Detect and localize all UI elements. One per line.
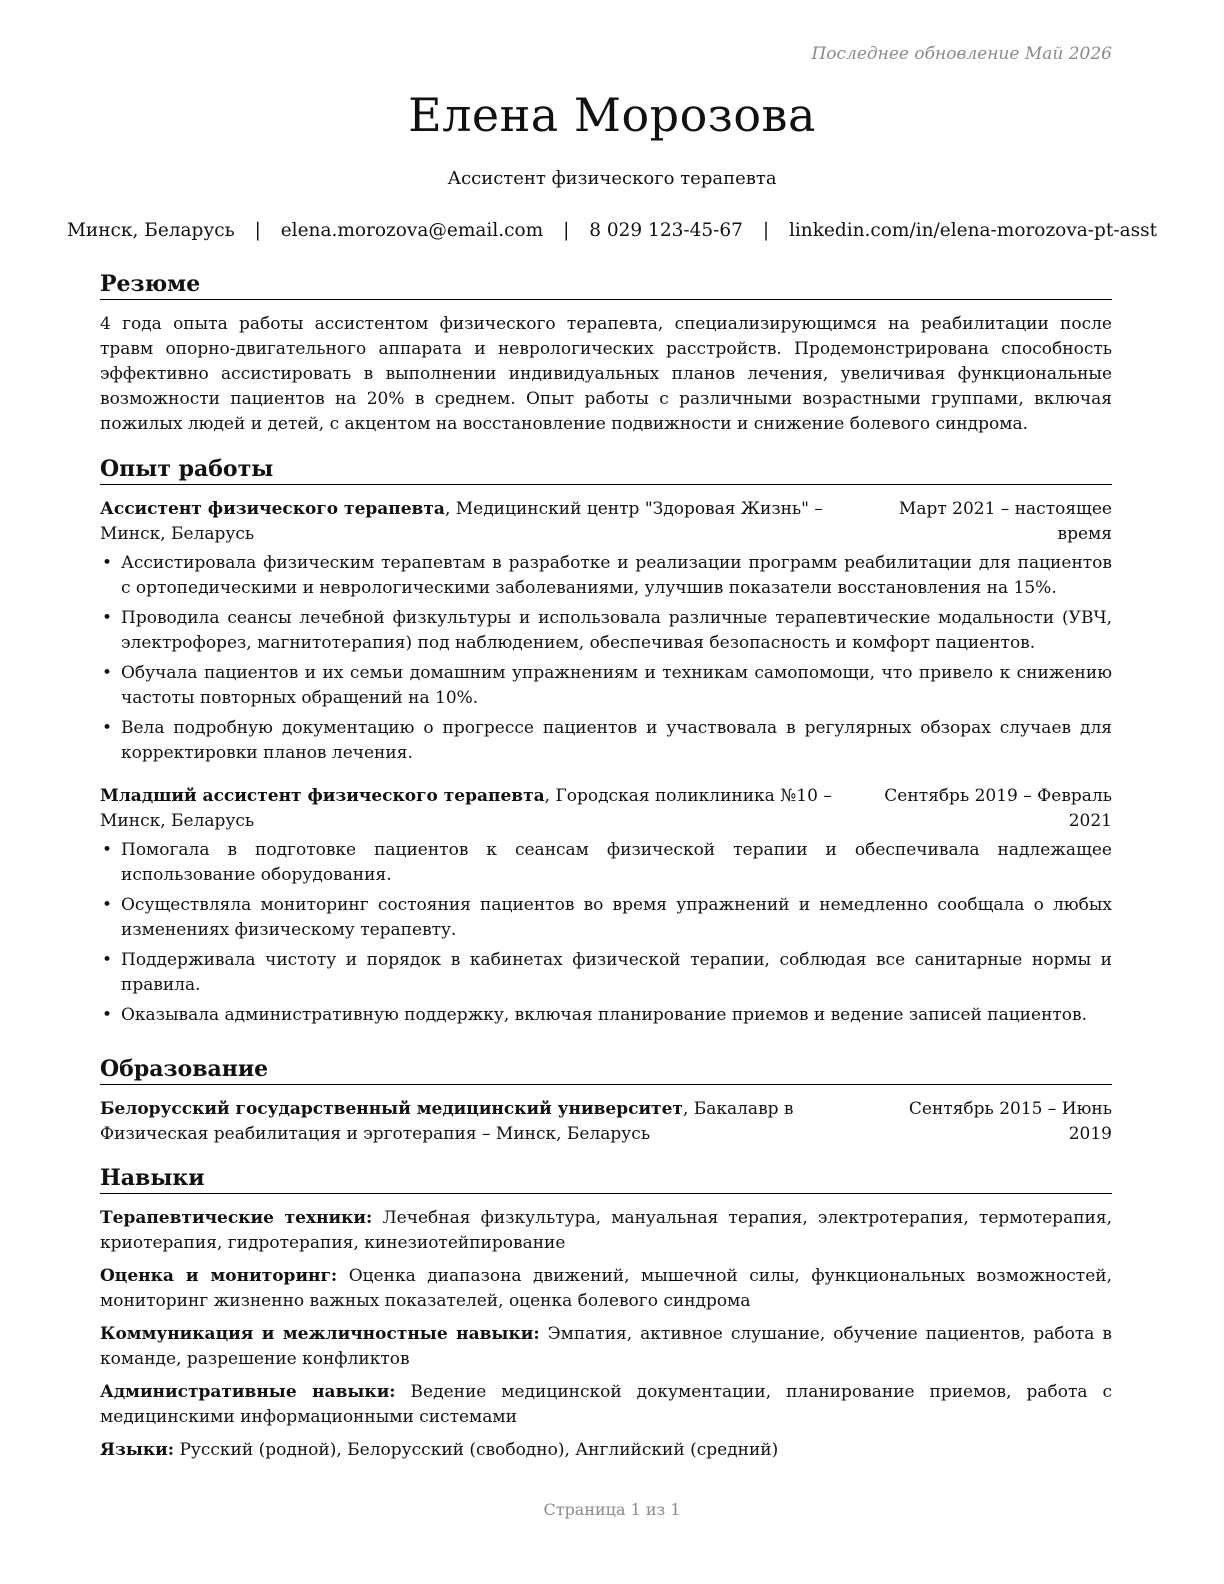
skill-text: Лечебная физкультура, мануальная терапия, электротерапия, термотерапия, криотерапия, гидротерапия, кинезиотейпирование xyxy=(100,1208,1112,1253)
section-title-skills: Навыки xyxy=(100,1164,1112,1194)
candidate-title: Ассистент физического терапевта xyxy=(447,168,777,189)
separator: | xyxy=(762,220,770,241)
education-entry xyxy=(100,1097,1112,1147)
job-entry xyxy=(100,784,1112,1028)
skill-line xyxy=(100,1206,1112,1256)
skill-label: Коммуникация и межличностные навыки: xyxy=(100,1324,540,1344)
skill-text: Русский (родной), Белорусский (свободно), Английский (средний) xyxy=(174,1440,779,1460)
separator: | xyxy=(563,220,570,241)
job-org: , Городская поликлиника №10 – Минск, Беларусь xyxy=(100,786,832,831)
section-title-education: Образование xyxy=(100,1055,1112,1085)
section-title-experience: Опыт работы xyxy=(100,455,1112,485)
summary-text: 4 года опыта работы ассистентом физического терапевта, специализирующимся на реабилитации после травм опорно-двигательного аппарата и неврологических расстройств. Продемонстрирована способность эффективно ассистировать в выполнении индивидуальных планов лечения, увеличивая функциональные возможности пациентов на 20% в среднем. Опыт работы с различными возрастными группами, включая пожилых людей и детей, с акцентом на восстановление подвижности и снижение болевого синдрома. xyxy=(100,314,1112,434)
location: Минск, Беларусь xyxy=(66,220,235,241)
contact-line xyxy=(0,220,1224,241)
list-item: • Ассистировала физическим терапевтам в разработке и реализации программ реабилитации для пациентов с ортопедическими и неврологическими заболеваниями, улучшив показатели восстановления на 15%. xyxy=(100,551,1112,601)
job-entry xyxy=(100,497,1112,766)
skill-line xyxy=(100,1438,1112,1463)
education-header xyxy=(100,1097,1112,1147)
experience-section xyxy=(100,455,1112,1033)
list-item: • Проводила сеансы лечебной физкультуры и использовала различные терапевтические модальности (УВЧ, электрофорез, магнитотерапия) под наблюдением, обеспечивая безопасность и комфорт пациентов. xyxy=(100,606,1112,656)
candidate-name: Елена Морозова xyxy=(408,88,816,142)
list-item: • Оказывала административную поддержку, включая планирование приемов и ведение записей пациентов. xyxy=(100,1003,1112,1028)
last-updated: Последнее обновление Май 2026 xyxy=(811,44,1112,64)
list-item: • Обучала пациентов и их семьи домашним упражнениям и техникам самопомощи, что привело к снижению частоты повторных обращений на 10%. xyxy=(100,661,1112,711)
skill-text: Оценка диапазона движений, мышечной силы, функциональных возможностей, мониторинг жизненно важных показателей, оценка болевого синдрома xyxy=(100,1266,1112,1311)
page-number: Страница 1 из 1 xyxy=(543,1500,681,1519)
job-role-org xyxy=(100,497,870,547)
job-header xyxy=(100,784,1112,834)
skills-section xyxy=(100,1164,1112,1463)
job-bullets xyxy=(100,838,1112,1028)
job-dates: Сентябрь 2019 – Февраль 2021 xyxy=(884,786,1112,831)
job-header xyxy=(100,497,1112,547)
skill-label: Административные навыки: xyxy=(100,1382,396,1402)
skill-label: Оценка и мониторинг: xyxy=(100,1266,338,1286)
education-dates: Сентябрь 2015 – Июнь 2019 xyxy=(908,1099,1112,1144)
list-item: • Осуществляла мониторинг состояния пациентов во время упражнений и немедленно сообщала о любых изменениях физическому терапевту. xyxy=(100,893,1112,943)
education-details: , Бакалавр в Физическая реабилитация и эрготерапия – Минск, Беларусь xyxy=(100,1099,794,1144)
job-org: , Медицинский центр "Здоровая Жизнь" – Минск, Беларусь xyxy=(100,499,823,544)
summary-section xyxy=(100,270,1112,437)
skill-label: Терапевтические техники: xyxy=(100,1208,373,1228)
job-role: Младший ассистент физического терапевта xyxy=(100,786,545,806)
separator: | xyxy=(254,220,261,241)
phone: 8 029 123-45-67 xyxy=(589,220,743,241)
job-bullets xyxy=(100,551,1112,766)
job-role-org xyxy=(100,784,870,834)
skill-line xyxy=(100,1380,1112,1430)
skill-label: Языки: xyxy=(100,1440,175,1460)
linkedin-link[interactable]: linkedin.com/in/elena-morozova-pt-asst xyxy=(788,220,1158,241)
email-link[interactable]: elena.morozova@email.com xyxy=(280,220,544,241)
education-school-degree xyxy=(100,1097,870,1147)
education-school: Белорусский государственный медицинский университет xyxy=(100,1099,683,1119)
list-item: • Помогала в подготовке пациентов к сеансам физической терапии и обеспечивала надлежащее использование оборудования. xyxy=(100,838,1112,888)
section-title-summary: Резюме xyxy=(100,270,1112,300)
skill-line xyxy=(100,1322,1112,1372)
list-item: • Вела подробную документацию о прогрессе пациентов и участвовала в регулярных обзорах случаев для корректировки планов лечения. xyxy=(100,716,1112,766)
skill-text: Эмпатия, активное слушание, обучение пациентов, работа в команде, разрешение конфликтов xyxy=(100,1324,1113,1369)
list-item: • Поддерживала чистоту и порядок в кабинетах физической терапии, соблюдая все санитарные нормы и правила. xyxy=(100,948,1112,998)
job-role: Ассистент физического терапевта xyxy=(100,499,445,519)
job-dates: Март 2021 – настоящее время xyxy=(898,499,1112,544)
skill-line xyxy=(100,1264,1112,1314)
education-section xyxy=(100,1055,1112,1147)
skill-text: Ведение медицинской документации, планирование приемов, работа с медицинскими информационными системами xyxy=(100,1382,1112,1427)
